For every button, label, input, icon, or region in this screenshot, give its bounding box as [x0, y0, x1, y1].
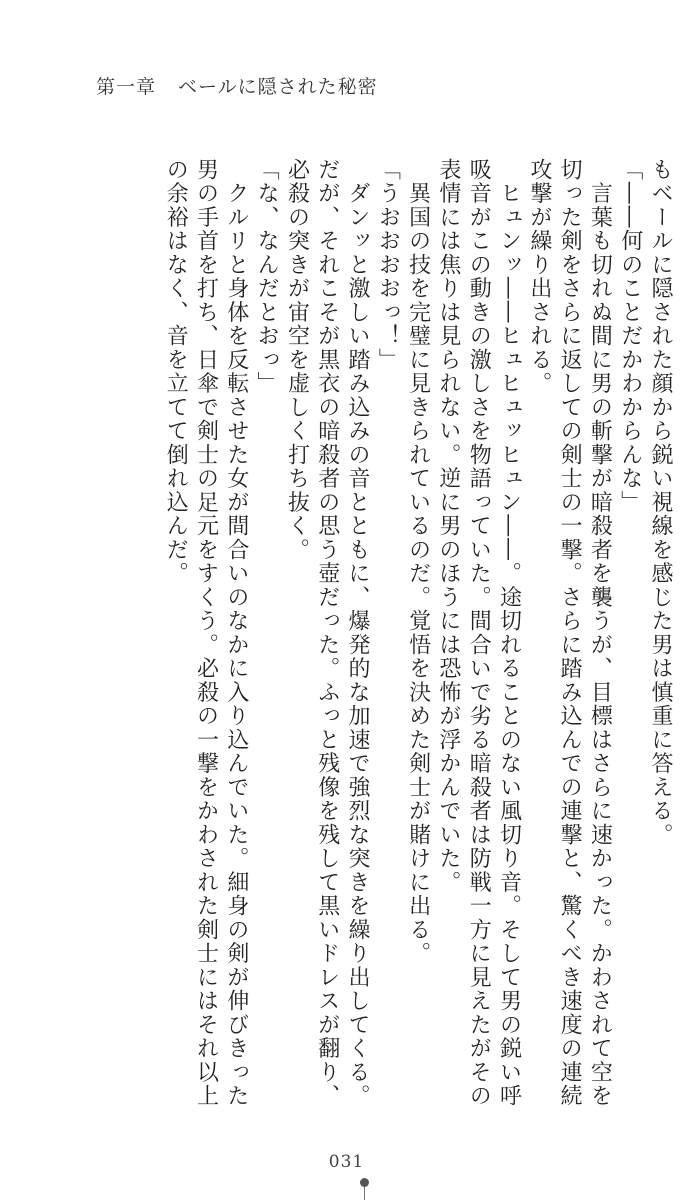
text-line: 「――何のことだかわからんな」: [617, 158, 643, 515]
text-line: ダンッと激しい踏み込みの音とともに、爆発的な加速で強烈な突きを繰り出してくる。: [345, 158, 371, 1108]
folio-ornament-line: [364, 1187, 365, 1200]
text-line: クルリと身体を反転させた女が間合いのなかに入り込んでいた。細身の剣が伸びきった: [223, 158, 249, 1108]
text-line: 男の手首を打ち、日傘で剣士の足元をすくう。必殺の一撃をかわされた剣士にはそれ以上: [193, 158, 219, 1108]
running-head: [96, 72, 378, 99]
folio-ornament-dot: [360, 1178, 369, 1187]
text-line: 異国の技を完璧に見きられているのだ。覚悟を決めた剣士が賭けに出る。: [405, 158, 431, 966]
page-number: 031: [328, 1152, 365, 1172]
text-line: 切った剣をさらに返しての剣士の一撃。さらに踏み込んでの連撃と、驚くべき速度の連続: [557, 158, 583, 1108]
chapter-title: ベールに隠された秘密: [178, 76, 378, 98]
text-line: 「うおおおおっ！」: [375, 158, 401, 372]
chapter-number: 第一章: [96, 76, 157, 98]
text-line: 吸音がこの動きの激しさを物語っていた。間合いで劣る暗殺者は防戦一方に見えたがその: [466, 158, 492, 1108]
text-line: ヒュンッ――ヒュヒュッヒュン――。途切れることのない風切り音。そして男の鋭い呼: [496, 158, 522, 1108]
body-text: [75, 158, 675, 1108]
text-line: 表情には焦りは見られない。逆に男のほうには恐怖が浮かんでいた。: [435, 158, 461, 895]
text-line: の余裕はなく、音を立てて倒れ込んだ。: [163, 158, 189, 586]
text-line: 攻撃が繰り出される。: [526, 158, 552, 396]
text-line: 必殺の突きが宙空を虚しく打ち抜く。: [284, 158, 310, 562]
text-line: 「な、なんだとおっ」: [254, 158, 280, 396]
text-line: だが、それこそが黒衣の暗殺者の思う壺だった。ふっと残像を残して黒いドレスが翻り、: [314, 158, 340, 1108]
text-line: もベールに隠された顔から鋭い視線を感じた男は慎重に答える。: [648, 158, 673, 847]
text-line: 言葉も切れぬ間に男の斬撃が暗殺者を襲うが、目標はさらに速かった。かわされて空を: [587, 158, 613, 1108]
